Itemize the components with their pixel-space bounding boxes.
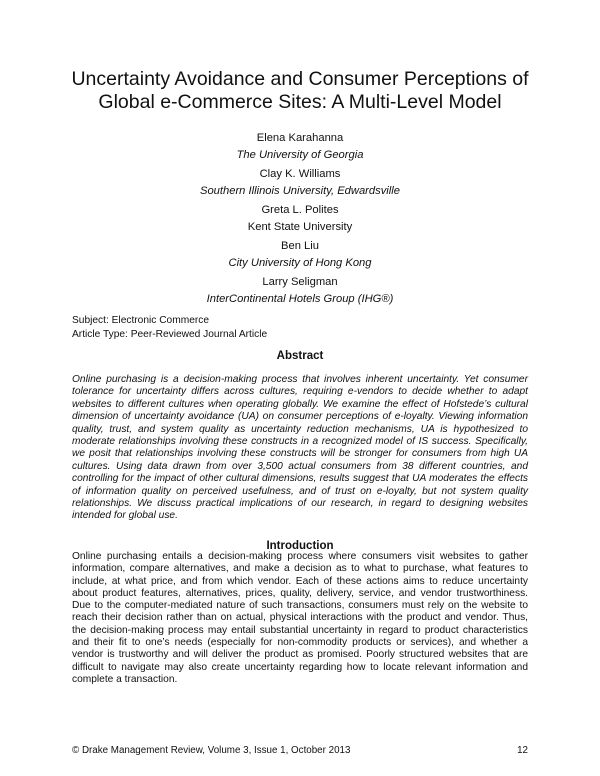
abstract-text: Online purchasing is a decision-making process that involves inherent uncertainty. Yet consumer tolerance for uncertainty differs across cultures, requiring e-vendors to decide whether to adapt websites to different cultures when operating globally. We examine the effect of Hofstede’s cultural dimension of uncertainty avoidance (UA) on consumer perceptions of e-loyalty. Viewing information quality, trust, and system quality as uncertainty reduction mechanisms, UA is hypothesized to moderate relationships involving these constructs in a recognized model of IS success. Specifically, we posit that relationships involving these constructs will be stronger for consumers from high UA cultures. Using data drawn from over 3,500 actual consumers from 38 different countries, and controlling for the impact of other cultural dimensions, results suggest that UA moderates the effects of information quality on perceived usefulness, and of trust on e-loyalty, but not system quality relationships. We discuss practical implications of our research, in regard to designing websites intended for global use. [72, 374, 528, 522]
author-affiliation: City University of Hong Kong [228, 256, 372, 269]
author-name: Ben Liu [281, 240, 319, 252]
author-affiliation: Southern Illinois University, Edwardsville [199, 184, 400, 197]
introduction-heading: Introduction [266, 540, 334, 552]
author-name: Larry Seligman [262, 276, 338, 288]
subject-line: Subject: Electronic Commerce [72, 315, 210, 326]
author-affiliation: The University of Georgia [236, 148, 364, 161]
footer-citation: © Drake Management Review, Volume 3, Issue 1, October 2013 [72, 745, 351, 756]
author-affiliation: Kent State University [247, 220, 353, 233]
author-name: Clay K. Williams [259, 168, 341, 180]
author-block [40, 274, 560, 307]
author-block [40, 202, 560, 235]
paper-title [40, 68, 560, 114]
page-footer [72, 745, 528, 756]
author-block [40, 130, 560, 163]
author-name: Elena Karahanna [256, 132, 344, 144]
article-meta [72, 314, 267, 341]
page-number: 12 [517, 745, 528, 756]
introduction-text: Online purchasing entails a decision-making process where consumers visit websites to gather information, compare alternatives, and make a decision as to what to purchase, what features to include, at what price, and from which vendor. Each of these actions aims to reduce uncertainty about product features, alternatives, prices, quality, delivery, service, and vendor trustworthiness. Due to the computer-mediated nature of such transactions, consumers must rely on the website to reach their decision rather than on actual, physical interactions with the product and vendor. Thus, the decision-making process may entail substantial uncertainty in regard to product characteristics and their fit to one’s needs (especially for non-commodity products or services), and whether a vendor is trustworthy and will deliver the product as promised. Poorly structured websites that are difficult to navigate may also create uncertainty regarding how to locate relevant information and complete a transaction. [72, 551, 528, 685]
author-list [40, 130, 560, 310]
author-block [40, 166, 560, 199]
abstract-heading: Abstract [276, 350, 324, 362]
article-type-line: Article Type: Peer-Reviewed Journal Article [72, 328, 268, 340]
author-affiliation: InterContinental Hotels Group (IHG®) [206, 292, 394, 305]
author-block [40, 238, 560, 271]
title-line-1: Uncertainty Avoidance and Consumer Perceptions of [71, 68, 529, 90]
title-line-2: Global e-Commerce Sites: A Multi-Level Model [98, 91, 502, 113]
author-name: Greta L. Polites [261, 204, 339, 216]
